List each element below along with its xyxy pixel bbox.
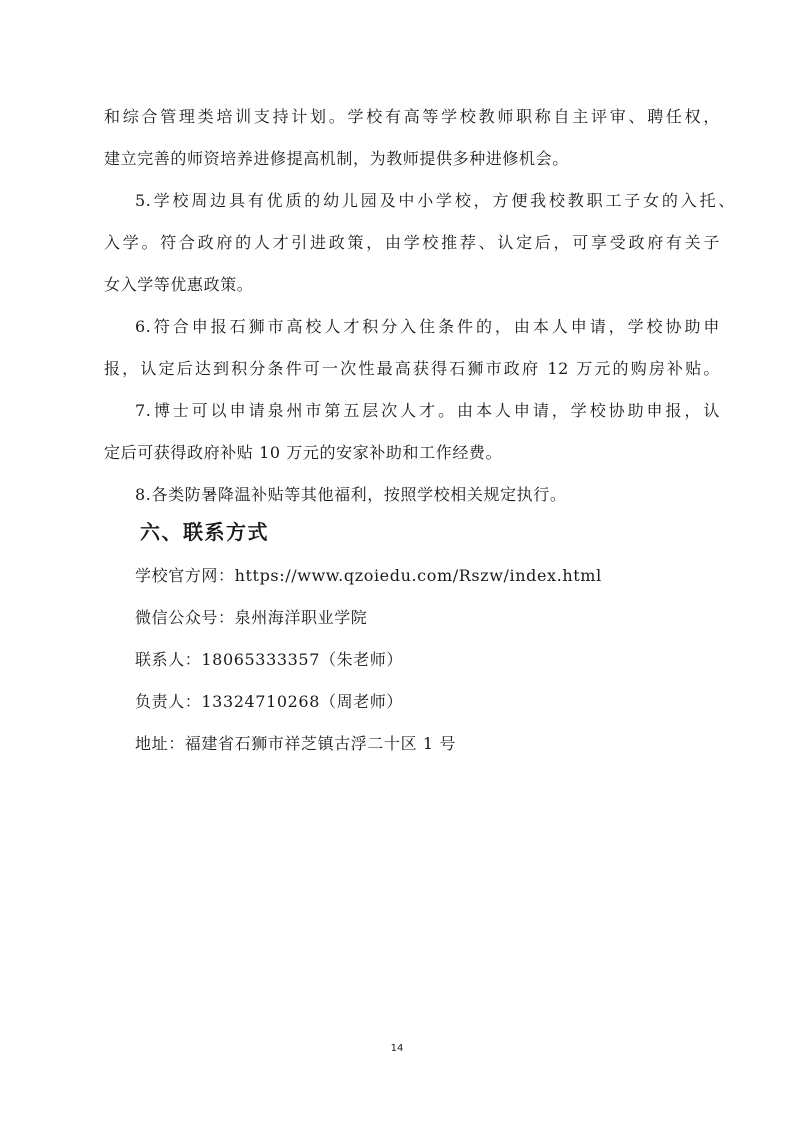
- paragraph-4-line-2: 建立完善的师资培养进修提高机制，为教师提供多种进修机会。: [104, 149, 569, 168]
- paragraph-5-line-2: 入学。符合政府的人才引进政策，由学校推荐、认定后，可享受政府有关子: [104, 233, 720, 252]
- paragraph-7-line-1: 7.博士可以申请泉州市第五层次人才。由本人申请，学校协助申报，认: [135, 401, 720, 420]
- contact-wechat: 微信公众号：泉州海洋职业学院: [135, 608, 368, 627]
- paragraph-7-line-2: 定后可获得政府补贴 10 万元的安家补助和工作经费。: [104, 443, 503, 462]
- paragraph-5-line-3: 女入学等优惠政策。: [104, 275, 254, 294]
- paragraph-6-line-2: 报，认定后达到积分条件可一次性最高获得石狮市政府 12 万元的购房补贴。: [104, 359, 720, 378]
- paragraph-5-line-1: 5.学校周边具有优质的幼儿园及中小学校，方便我校教职工子女的入托、: [135, 191, 735, 210]
- paragraph-8-line-1: 8.各类防暑降温补贴等其他福利，按照学校相关规定执行。: [135, 485, 567, 504]
- contact-address: 地址：福建省石狮市祥芝镇古浮二十区 1 号: [135, 734, 456, 753]
- contact-responsible-person: 负责人：13324710268（周老师）: [135, 692, 403, 711]
- contact-website: 学校官方网：https://www.qzoiedu.com/Rszw/index.html: [135, 566, 602, 585]
- page-number: 14: [390, 1043, 404, 1054]
- contact-section-heading: 六、联系方式: [140, 520, 269, 544]
- contact-person: 联系人：18065333357（朱老师）: [135, 650, 403, 669]
- paragraph-4-line-1: 和综合管理类培训支持计划。学校有高等学校教师职称自主评审、聘任权，: [104, 107, 720, 126]
- paragraph-6-line-1: 6.符合申报石狮市高校人才积分入住条件的，由本人申请，学校协助申: [135, 317, 720, 336]
